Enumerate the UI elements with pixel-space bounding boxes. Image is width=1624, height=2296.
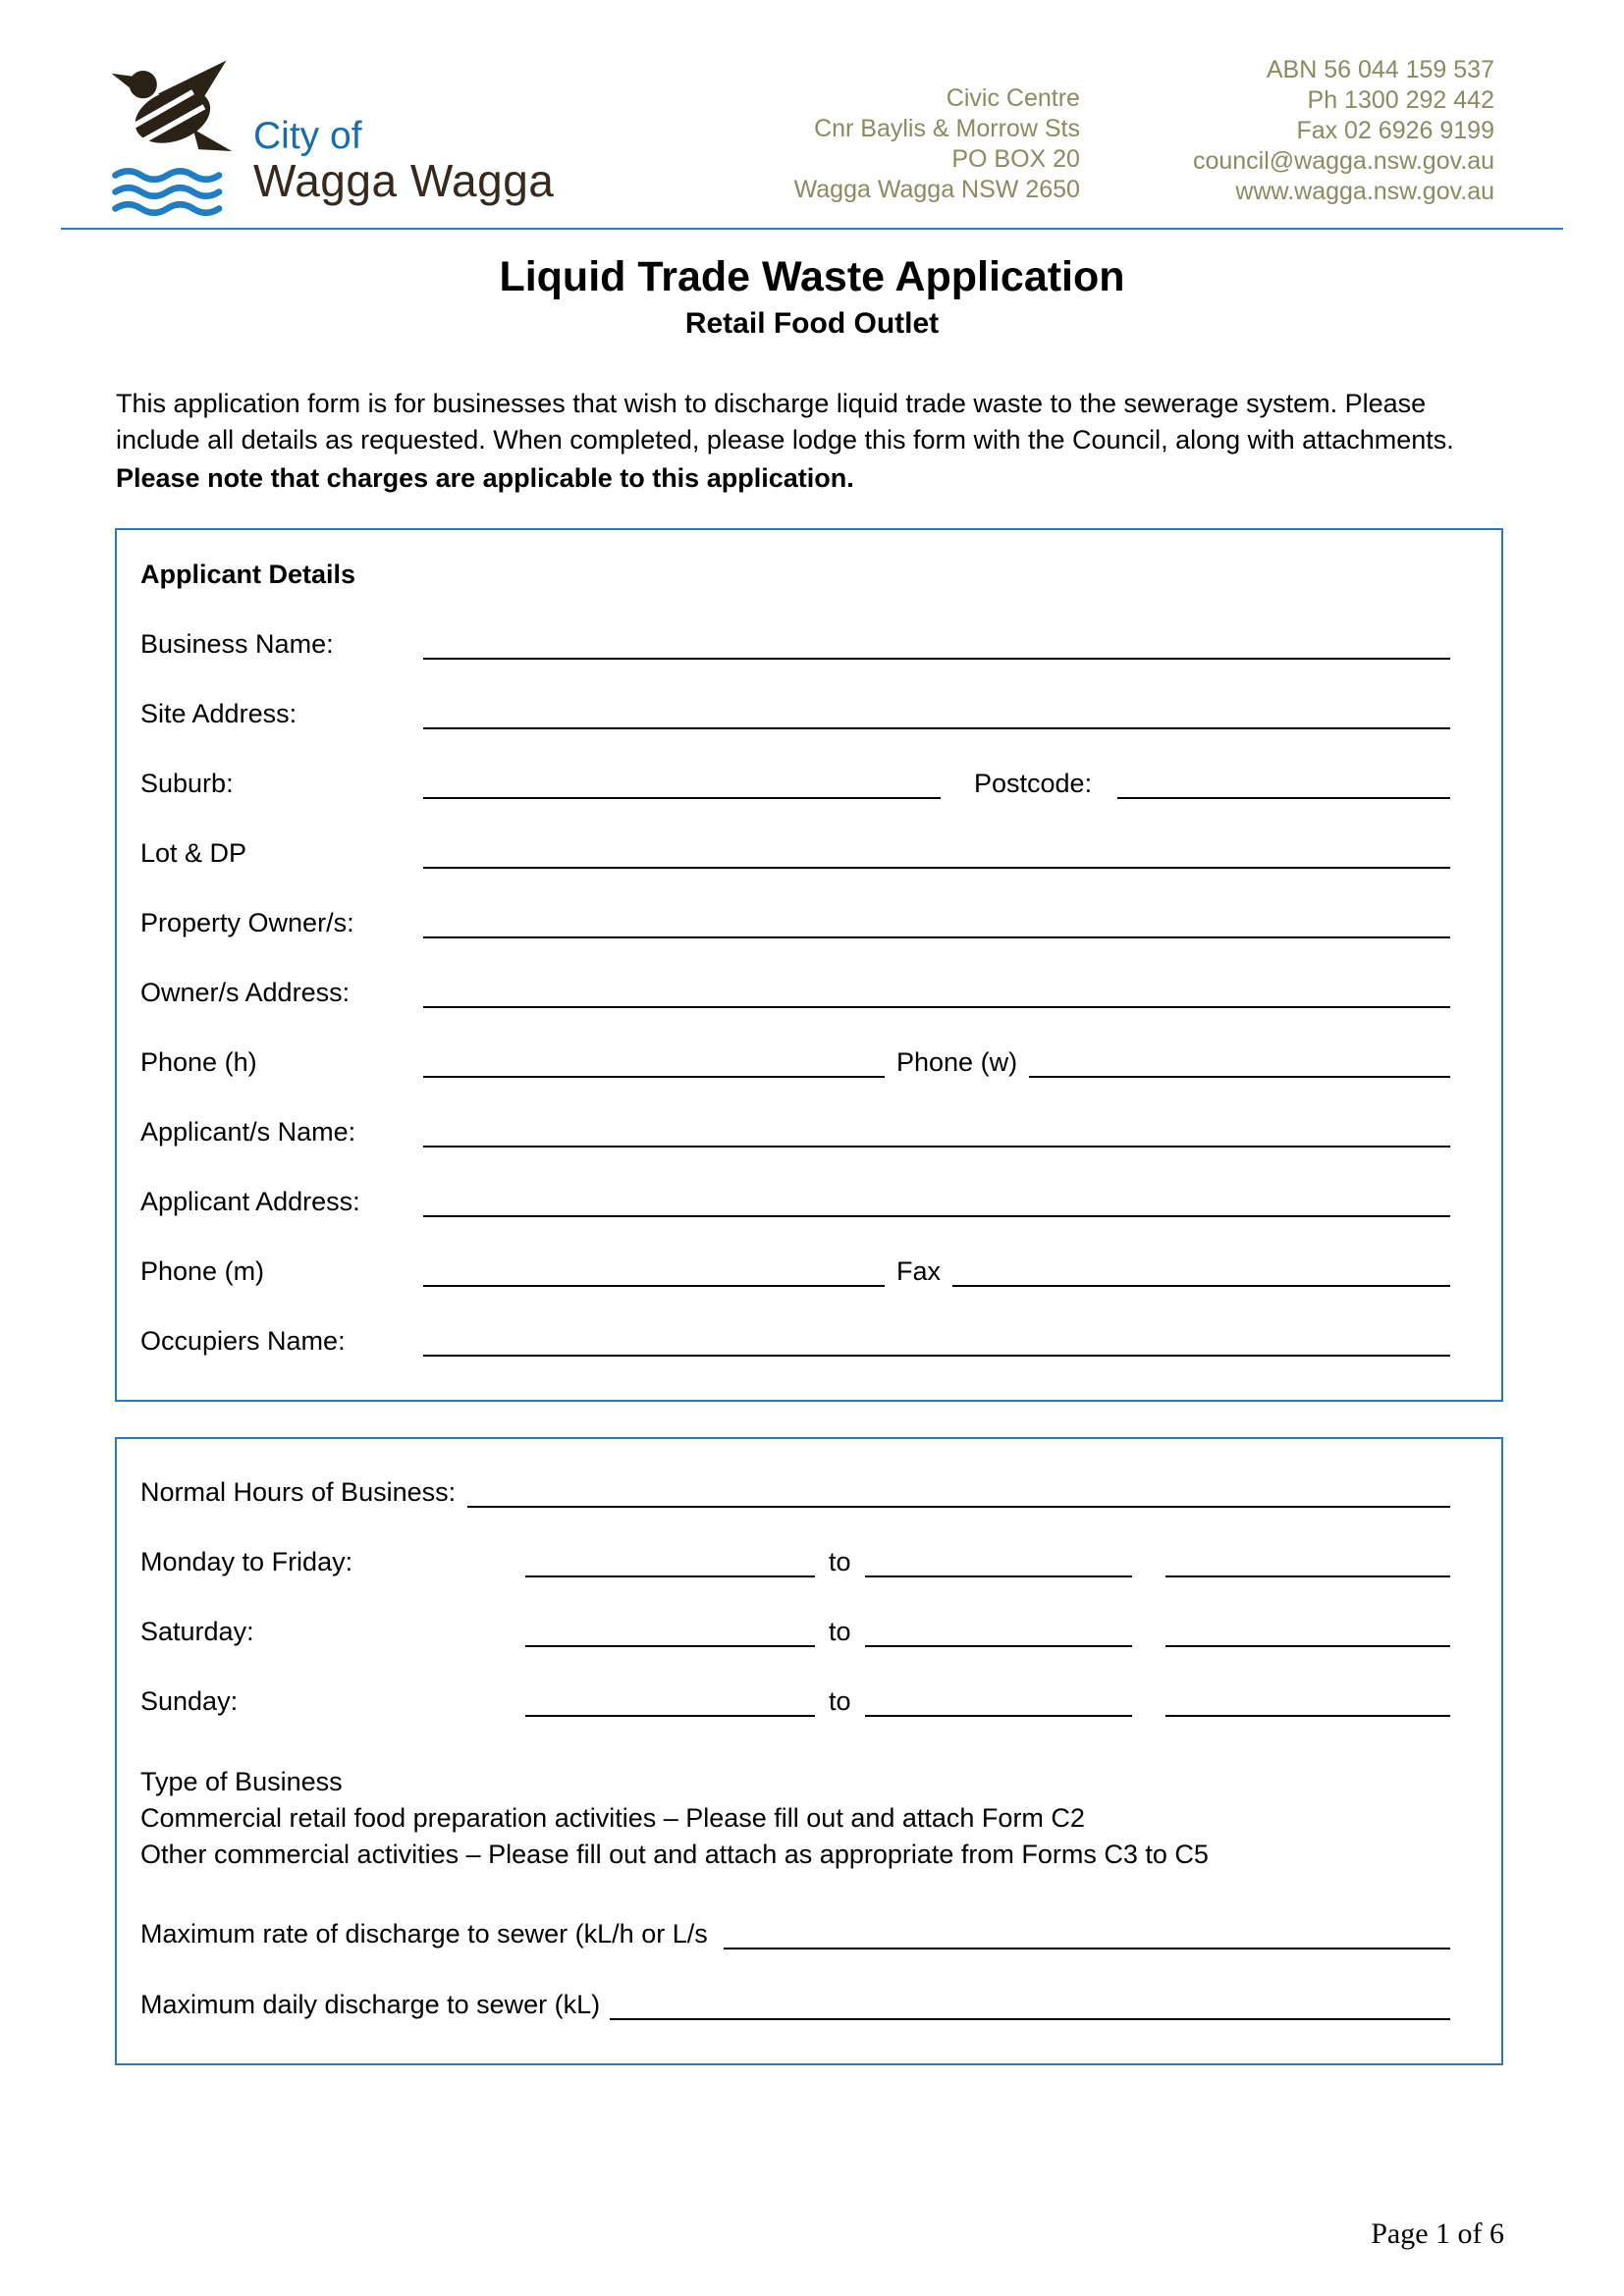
monday-friday-label: Monday to Friday: [140,1547,353,1576]
to-label: to [829,1547,851,1576]
postcode-label: Postcode: [974,769,1093,798]
saturday-label: Saturday: [140,1617,254,1646]
intro-paragraph: This application form is for businesses that wish to discharge liquid trade waste to the sewerage system. Please include all details as requested. When completed, please lodge this form with the Council, along with attachments. [116,389,1454,454]
logo-city-of-text: City of [253,115,362,158]
site-address-row [140,698,1450,729]
business-name-field[interactable] [423,628,1450,660]
business-name-row [140,628,1450,660]
phone-work-field[interactable] [1029,1046,1450,1078]
occupiers-name-field[interactable] [423,1325,1450,1357]
address-line-pobox: PO BOX 20 [951,145,1080,173]
normal-hours-label: Normal Hours of Business: [140,1477,457,1507]
max-rate-field[interactable] [724,1918,1450,1949]
phone-line: Ph 1300 292 442 [1307,86,1494,114]
normal-hours-field[interactable] [467,1476,1450,1508]
max-daily-row [140,1989,1450,2020]
postcode-field[interactable] [1117,768,1450,799]
type-of-business-block [140,1764,1450,1873]
sunday-to-field[interactable] [865,1685,1132,1717]
saturday-from-field[interactable] [525,1616,815,1647]
lot-dp-row [140,837,1450,869]
saturday-extra-field[interactable] [1165,1616,1450,1647]
fax-line: Fax 02 6926 9199 [1296,117,1494,144]
suburb-postcode-row [140,768,1450,799]
type-line-commercial-retail: Commercial retail food preparation activities – Please fill out and attach Form C2 [140,1803,1085,1833]
sunday-label: Sunday: [140,1686,239,1716]
logo-wordmark [253,116,554,216]
council-logo [106,55,794,216]
page-title: Liquid Trade Waste Application [499,253,1125,300]
phone-mobile-field[interactable] [423,1255,885,1287]
charges-note: Please note that charges are applicable to this application. [116,463,854,493]
suburb-field[interactable] [423,768,941,799]
sunday-row [140,1685,1450,1717]
applicant-address-label: Applicant Address: [140,1187,360,1216]
normal-hours-row [140,1476,1450,1508]
applicant-details-section [115,528,1503,1402]
phone-mobile-fax-row [140,1255,1450,1287]
saturday-row [140,1616,1450,1647]
fax-field[interactable] [952,1255,1450,1287]
phone-home-work-row [140,1046,1450,1078]
page-number: Page 1 of 6 [1371,2217,1504,2250]
site-address-label: Site Address: [140,699,298,728]
civic-centre-address-block [794,83,1080,205]
owners-address-field[interactable] [423,977,1450,1008]
applicants-name-label: Applicant/s Name: [140,1117,356,1147]
logo-wagga-wagga-text: Wagga Wagga [253,155,555,207]
to-label: to [829,1686,851,1716]
letterhead [61,0,1563,230]
contact-details-block [1193,55,1494,207]
applicant-address-field[interactable] [423,1186,1450,1217]
abn-line: ABN 56 044 159 537 [1266,56,1494,83]
monday-friday-from-field[interactable] [525,1546,815,1577]
property-owners-label: Property Owner/s: [140,908,354,937]
saturday-to-field[interactable] [865,1616,1132,1647]
lot-dp-field[interactable] [423,837,1450,869]
monday-friday-to-field[interactable] [865,1546,1132,1577]
applicants-name-field[interactable] [423,1116,1450,1148]
website-line: www.wagga.nsw.gov.au [1235,178,1494,205]
max-rate-label: Maximum rate of discharge to sewer (kL/h or L/s [140,1919,708,1949]
lot-dp-label: Lot & DP [140,838,247,868]
property-owners-row [140,907,1450,938]
title-block [0,253,1624,341]
fax-label: Fax [896,1256,942,1286]
max-rate-row [140,1918,1450,1949]
business-details-section [115,1437,1503,2065]
to-label: to [829,1617,851,1646]
phone-home-label: Phone (h) [140,1047,257,1077]
site-address-field[interactable] [423,698,1450,729]
owners-address-row [140,977,1450,1008]
property-owners-field[interactable] [423,907,1450,938]
owners-address-label: Owner/s Address: [140,978,351,1007]
phone-home-field[interactable] [423,1046,885,1078]
occupiers-name-row [140,1325,1450,1357]
phone-work-label: Phone (w) [896,1047,1018,1077]
page-subtitle: Retail Food Outlet [684,307,940,340]
max-daily-label: Maximum daily discharge to sewer (kL) [140,1990,601,2019]
crow-and-waves-logo-icon [106,55,236,216]
business-name-label: Business Name: [140,629,334,659]
monday-friday-row [140,1546,1450,1577]
address-line-city: Wagga Wagga NSW 2650 [793,176,1080,203]
sunday-extra-field[interactable] [1165,1685,1450,1717]
address-line-street: Cnr Baylis & Morrow Sts [814,115,1080,142]
type-line-other-commercial: Other commercial activities – Please fill out and attach as appropriate from Forms C3 to C5 [140,1840,1209,1869]
applicant-details-heading: Applicant Details [140,560,356,589]
applicants-name-row [140,1116,1450,1148]
suburb-label: Suburb: [140,769,234,798]
email-line: council@wagga.nsw.gov.au [1192,147,1494,175]
phone-mobile-label: Phone (m) [140,1256,265,1286]
max-daily-field[interactable] [610,1989,1450,2020]
address-line-civic-centre: Civic Centre [946,84,1080,112]
occupiers-name-label: Occupiers Name: [140,1326,346,1356]
sunday-from-field[interactable] [525,1685,815,1717]
monday-friday-extra-field[interactable] [1165,1546,1450,1577]
applicant-address-row [140,1186,1450,1217]
type-of-business-heading: Type of Business [140,1767,343,1796]
